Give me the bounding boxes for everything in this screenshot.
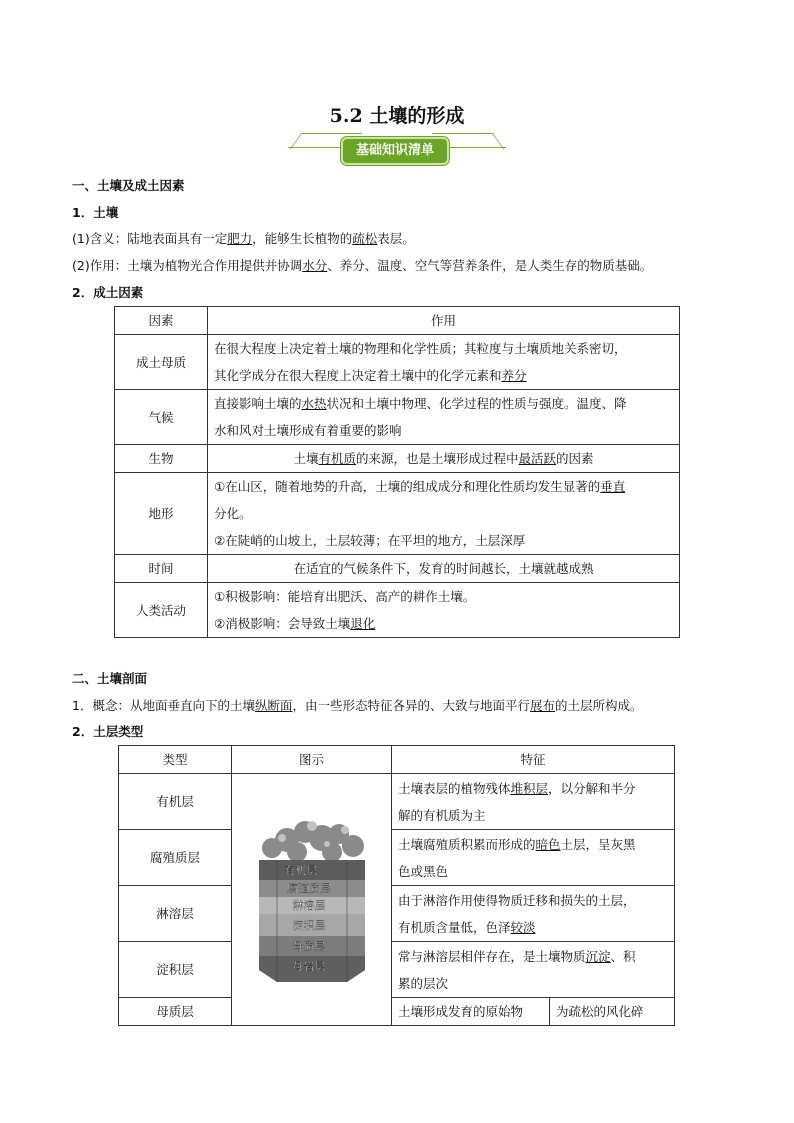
soil-profile-image (247, 810, 377, 990)
concept-line: 1．概念：从地面垂直向下的土壤纵断面，由一些形态特征各异的、大致与地面平行展布的土层所构成。 (72, 698, 643, 713)
table-row: 生物 土壤有机质的来源，也是土壤形成过程中最活跃的因素 (115, 445, 680, 473)
function-line: (2)作用：土壤为植物光合作用提供并协调水分、养分、温度、空气等营养条件，是人类生存的物质基础。 (72, 258, 653, 273)
table-row: 人类活动 ①积极影响：能培育出肥沃、高产的耕作土壤。 ②消极影响：会导致土壤退化 (115, 583, 680, 638)
layer-label: 淀积层 (292, 918, 325, 932)
table-header: 特征 (392, 746, 675, 774)
soil-layers-table (118, 745, 675, 1026)
table-row: 淀积层 常与淋溶层相伴存在，是土壤物质沉淀、积 累的层次 (119, 942, 675, 998)
table-row: 气候 直接影响土壤的水热状况和土壤中物理、化学过程的性质与强度。温度、降 水和风对土壤形成有着重要的影响 (115, 390, 680, 445)
soil-factors-table (114, 306, 680, 638)
table-header: 作用 (208, 307, 680, 335)
layer-label: 有机层 (284, 863, 317, 877)
table-row: 地形 ①在山区，随着地势的升高，土壤的组成成分和理化性质均发生显著的垂直 分化。 ②在陡峭的山坡上，土层较薄；在平坦的地方，土层深厚 (115, 473, 680, 555)
table-row: 有机层 有机层 腐殖质层 淋溶层 淀积层 母质层 母岩层 土壤表层的植物残体堆积层，以分解和半分 解的有机质为主 (119, 774, 675, 830)
table-row: 淋溶层 由于淋溶作用使得物质迁移和损失的土层， 有机质含量低，色泽较淡 (119, 886, 675, 942)
subsection-layers: 2．土层类型 (72, 724, 144, 739)
table-row: 腐殖质层 土壤腐殖质积累而形成的暗色土层，呈灰黑 色或黑色 (119, 830, 675, 886)
banner-label: 基础知识清单 (341, 137, 449, 165)
layer-label: 母质层 (292, 939, 325, 953)
definition-line: (1)含义：陆地表面具有一定肥力，能够生长植物的疏松表层。 (72, 231, 415, 246)
section1-heading: 一、土壤及成土因素 (72, 178, 185, 193)
layer-label: 母岩层 (292, 959, 325, 973)
soil-profile-diagram (232, 774, 392, 1026)
page-title: 5.2 土壤的形成 (329, 105, 465, 127)
table-header: 图示 (232, 746, 392, 774)
layer-label: 淋溶层 (292, 898, 325, 912)
section-banner (288, 133, 506, 167)
table-row: 母质层 土壤形成发育的原始物 为疏松的风化碎 (119, 998, 675, 1026)
table-header: 类型 (119, 746, 232, 774)
section2-heading: 二、土壤剖面 (72, 671, 148, 686)
table-row: 成土母质 在很大程度上决定着土壤的物理和化学性质；其粒度与土壤质地关系密切， 其化学成分在很大程度上决定着土壤中的化学元素和养分 (115, 335, 680, 390)
table-header: 因素 (115, 307, 208, 335)
layer-label: 腐殖质层 (286, 881, 331, 895)
table-row: 时间 在适宜的气候条件下，发育的时间越长，土壤就越成熟 (115, 555, 680, 583)
subsection-soil: 1．土壤 (72, 205, 119, 220)
subsection-factors: 2．成土因素 (72, 285, 144, 300)
